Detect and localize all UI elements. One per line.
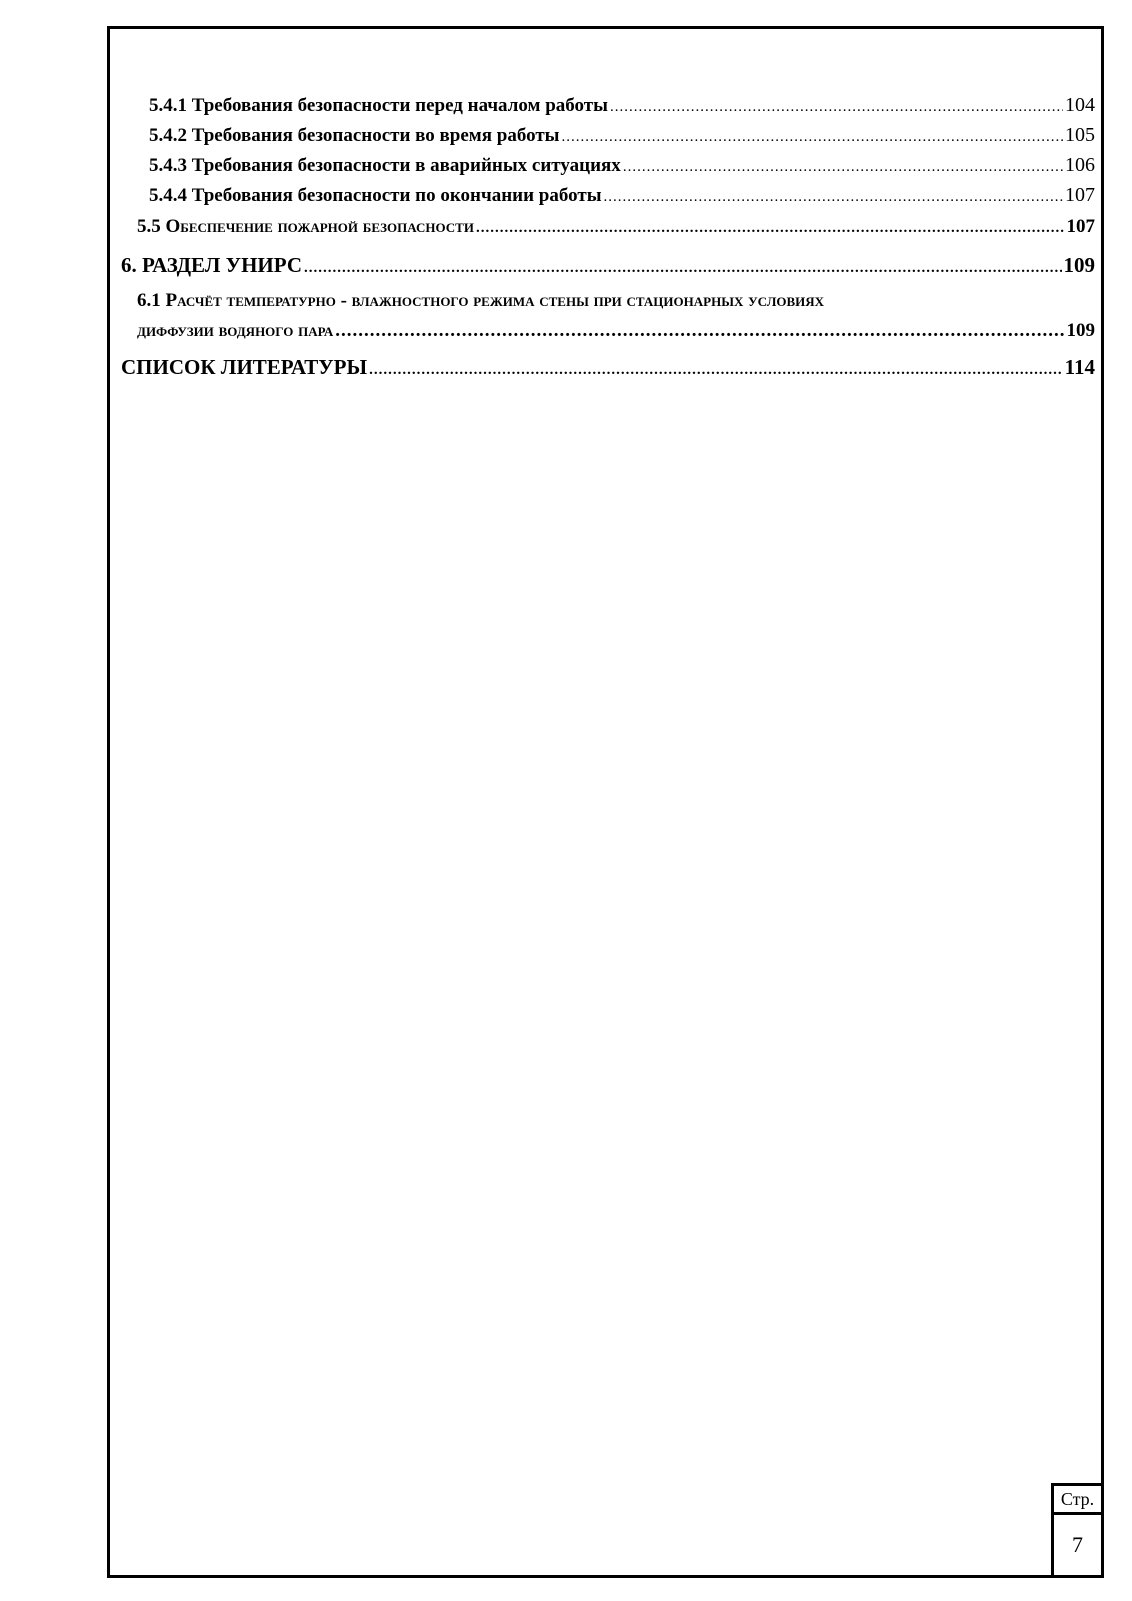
toc-entry-title: 5.4.1 Требования безопасности перед началом работы (149, 95, 608, 116)
toc-leader-dots (335, 316, 1064, 346)
table-of-contents (121, 90, 1095, 388)
toc-entry-title: СПИСОК ЛИТЕРАТУРЫ (121, 355, 368, 379)
toc-entry-page: 107 (1066, 216, 1095, 237)
toc-entry-page: 106 (1065, 154, 1095, 176)
page-stamp-label: Стр. (1051, 1483, 1104, 1515)
toc-leader-dots (304, 247, 1062, 289)
toc-leader-dots (610, 92, 1063, 122)
toc-entry-5-4-3[interactable] (121, 150, 1095, 180)
toc-entry-5-4-2[interactable] (121, 120, 1095, 150)
toc-entry-title-line1: 6.1 Расчёт температурно - влажностного режима стены при стационарных условиях (137, 290, 825, 311)
toc-entry-5-5[interactable] (121, 210, 1095, 244)
toc-entry-page: 107 (1065, 184, 1095, 206)
toc-entry-page: 109 (1066, 320, 1095, 341)
toc-leader-dots (604, 182, 1063, 212)
page-stamp-number: 7 (1051, 1512, 1104, 1578)
toc-entry-title: 5.4.4 Требования безопасности по окончании работы (149, 185, 602, 206)
toc-entry-title: 5.4.2 Требования безопасности во время работы (149, 125, 560, 146)
toc-entry-page: 105 (1065, 124, 1095, 146)
toc-entry-6-1[interactable] (121, 286, 1095, 346)
toc-entry-title-line2: диффузии водяного пара (137, 320, 334, 341)
toc-entry-page: 104 (1065, 94, 1095, 116)
toc-leader-dots (369, 349, 1063, 391)
toc-leader-dots (623, 152, 1063, 182)
toc-entry-5-4-1[interactable] (121, 90, 1095, 120)
toc-entry-page: 114 (1064, 355, 1095, 379)
toc-entry-page: 109 (1063, 253, 1095, 277)
toc-entry-6[interactable] (121, 244, 1095, 286)
toc-entry-5-4-4[interactable] (121, 180, 1095, 210)
toc-leader-dots (476, 211, 1065, 245)
toc-entry-references[interactable] (121, 346, 1095, 388)
toc-entry-title: 5.5 Обеспечение пожарной безопасности (137, 216, 474, 237)
toc-entry-title: 6. РАЗДЕЛ УНИРС (121, 253, 302, 277)
toc-leader-dots (562, 122, 1063, 152)
toc-entry-title: 5.4.3 Требования безопасности в аварийных ситуациях (149, 155, 621, 176)
